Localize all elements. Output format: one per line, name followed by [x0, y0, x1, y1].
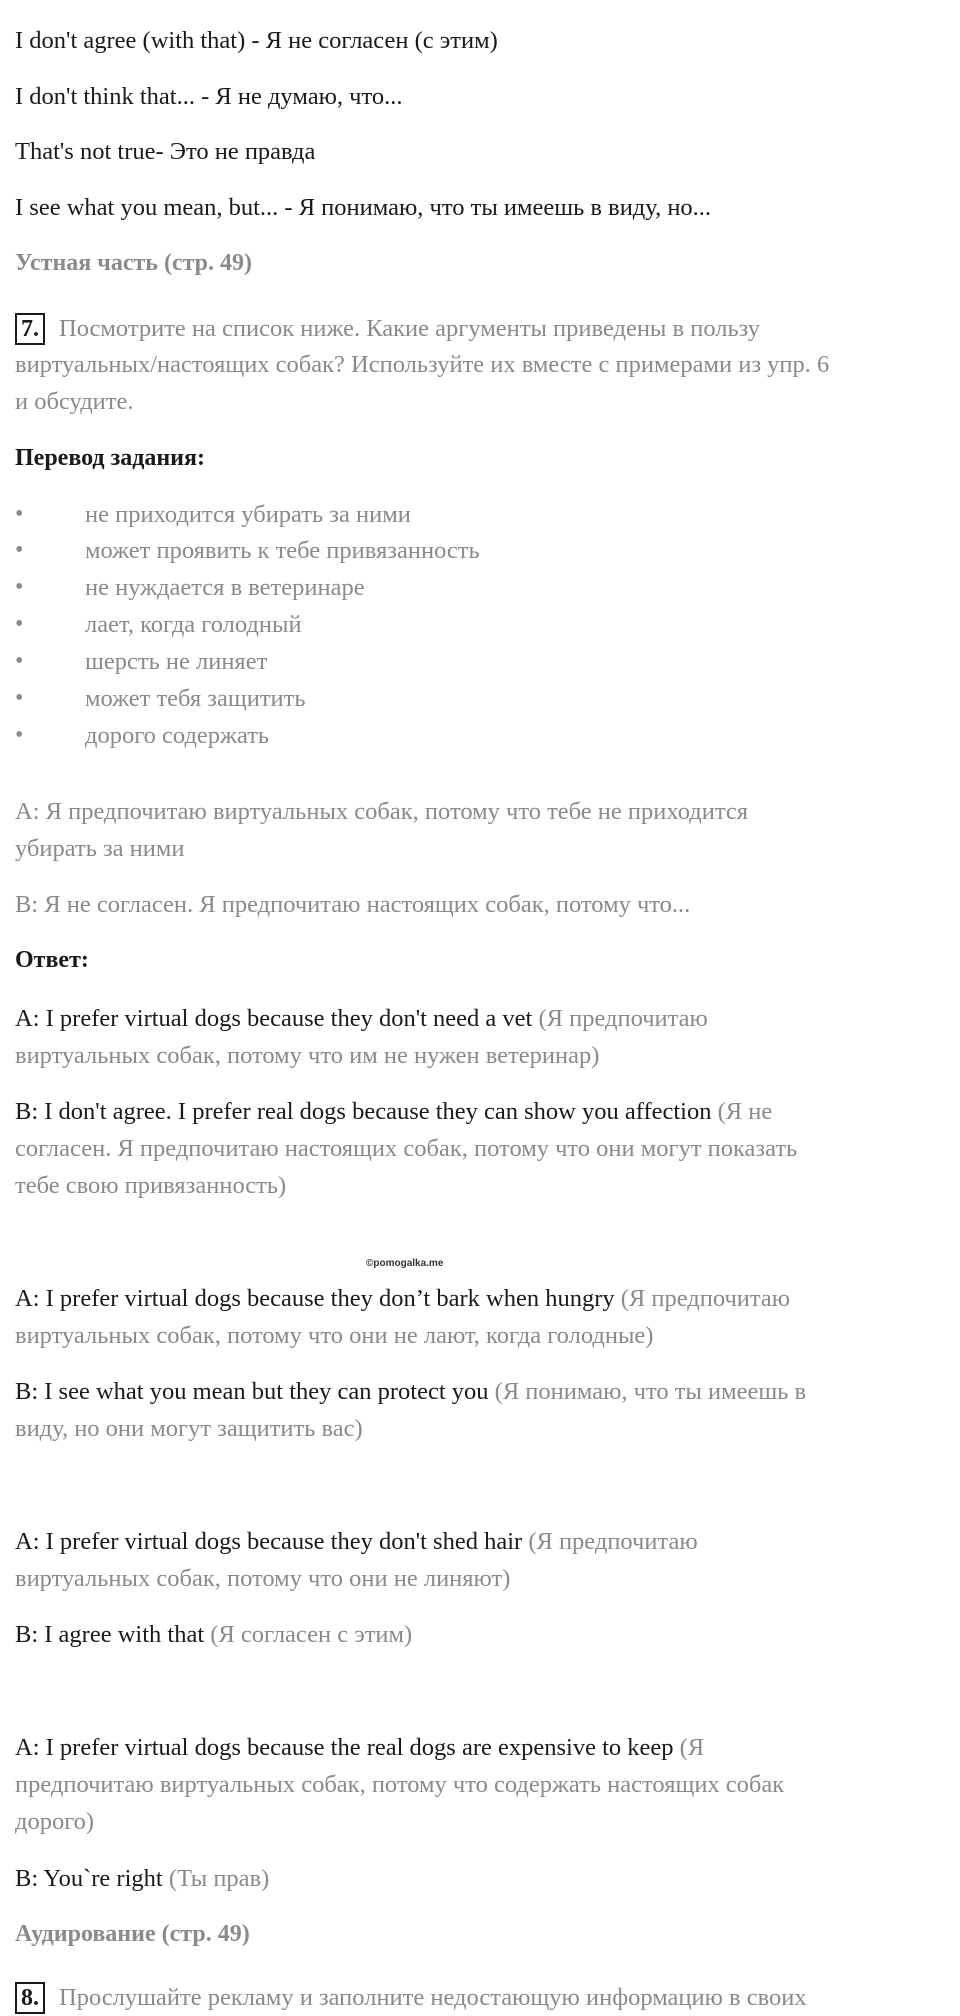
phrase-line: I don't agree (with that) - Я не согласен (с этим): [15, 27, 498, 54]
dialogue-translation: согласен. Я предпочитаю настоящих собак, потому что они могут показать: [15, 1135, 798, 1162]
bullet-dot: •: [15, 611, 24, 637]
dialogue-line: [15, 1729, 952, 1766]
task8-number: 8.: [15, 1982, 45, 2014]
watermark: ©pomogalka.me: [366, 1258, 444, 1269]
dialogue-translation: (Ты прав): [162, 1865, 270, 1892]
dialogue-translation: (Я не: [711, 1098, 773, 1125]
phrase-line: I don't think that... - Я не думаю, что...: [15, 83, 403, 110]
bullet-dot: •: [15, 537, 24, 563]
dialogue-translation: (Я: [673, 1734, 705, 1761]
bullet-dot: •: [15, 574, 24, 600]
dialogue-translation: виртуальных собак, потому что им не нужен ветеринар): [15, 1042, 600, 1069]
example-line: B: Я не согласен. Я предпочитаю настоящих собак, потому что...: [15, 891, 691, 918]
bullet-item: дорого содержать: [85, 722, 270, 749]
task7-line: виртуальных/настоящих собак? Используйте их вместе с примерами из упр. 6: [15, 351, 830, 378]
task7-number: 7.: [15, 313, 45, 345]
dialogue-line: [15, 1523, 952, 1560]
dialogue-english: A: I prefer virtual dogs because they don’t bark when hungry: [15, 1285, 615, 1312]
bullet-item: шерсть не линяет: [85, 648, 268, 675]
task7-text: Посмотрите на список ниже. Какие аргументы приведены в пользу: [59, 315, 761, 342]
dialogue-line: [15, 1860, 952, 1897]
bullet-item: может проявить к тебе привязанность: [85, 537, 480, 564]
dialogue-translation: (Я предпочитаю: [532, 1005, 708, 1032]
bullet-item: может тебя защитить: [85, 685, 306, 712]
section-heading-speaking: Устная часть (стр. 49): [15, 250, 253, 276]
bullet-dot: •: [15, 722, 24, 748]
example-line: убирать за ними: [15, 835, 185, 862]
task8-text: Прослушайте рекламу и заполните недостающую информацию в своих: [59, 1984, 807, 2011]
bullet-dot: •: [15, 685, 24, 711]
task7-line: [15, 310, 952, 347]
dialogue-english: A: I prefer virtual dogs because they don't need a vet: [15, 1005, 533, 1032]
dialogue-english: A: I prefer virtual dogs because they don't shed hair: [15, 1528, 523, 1555]
answer-heading: Ответ:: [15, 947, 89, 973]
translation-heading: Перевод задания:: [15, 445, 205, 471]
dialogue-translation: (Я понимаю, что ты имеешь в: [488, 1378, 807, 1405]
dialogue-english: B: I don't agree. I prefer real dogs because they can show you affection: [15, 1098, 712, 1125]
dialogue-translation: виртуальных собак, потому что они не лают, когда голодные): [15, 1322, 654, 1349]
dialogue-english: B: I see what you mean but they can protect you: [15, 1378, 489, 1405]
bullet-item: не приходится убирать за ними: [85, 501, 411, 528]
dialogue-translation: виду, но они могут защитить вас): [15, 1415, 363, 1442]
task7-line: и обсудите.: [15, 388, 134, 415]
dialogue-translation: (Я предпочитаю: [522, 1528, 698, 1555]
section-heading-listening: Аудирование (стр. 49): [15, 1921, 250, 1947]
dialogue-translation: предпочитаю виртуальных собак, потому что содержать настоящих собак: [15, 1771, 785, 1798]
task8-line: [15, 1979, 952, 2016]
phrase-line: I see what you mean, but... - Я понимаю, что ты имеешь в виду, но...: [15, 194, 712, 221]
dialogue-translation: дорого): [15, 1808, 95, 1835]
dialogue-translation: тебе свою привязанность): [15, 1172, 287, 1199]
dialogue-translation: виртуальных собак, потому что они не линяют): [15, 1565, 511, 1592]
bullet-dot: •: [15, 648, 24, 674]
dialogue-line: [15, 1616, 952, 1653]
dialogue-line: [15, 1000, 952, 1037]
dialogue-english: A: I prefer virtual dogs because the real dogs are expensive to keep: [15, 1734, 674, 1761]
phrase-line: That's not true- Это не правда: [15, 138, 316, 165]
bullet-item: не нуждается в ветеринаре: [85, 574, 365, 601]
dialogue-translation: (Я согласен с этим): [204, 1621, 413, 1648]
dialogue-english: B: You`re right: [15, 1865, 163, 1892]
bullet-item: лает, когда голодный: [85, 611, 302, 638]
dialogue-english: B: I agree with that: [15, 1621, 205, 1648]
dialogue-line: [15, 1373, 952, 1410]
bullet-dot: •: [15, 501, 24, 527]
dialogue-line: [15, 1093, 952, 1130]
dialogue-line: [15, 1280, 952, 1317]
example-line: A: Я предпочитаю виртуальных собак, потому что тебе не приходится: [15, 798, 748, 825]
dialogue-translation: (Я предпочитаю: [614, 1285, 791, 1312]
